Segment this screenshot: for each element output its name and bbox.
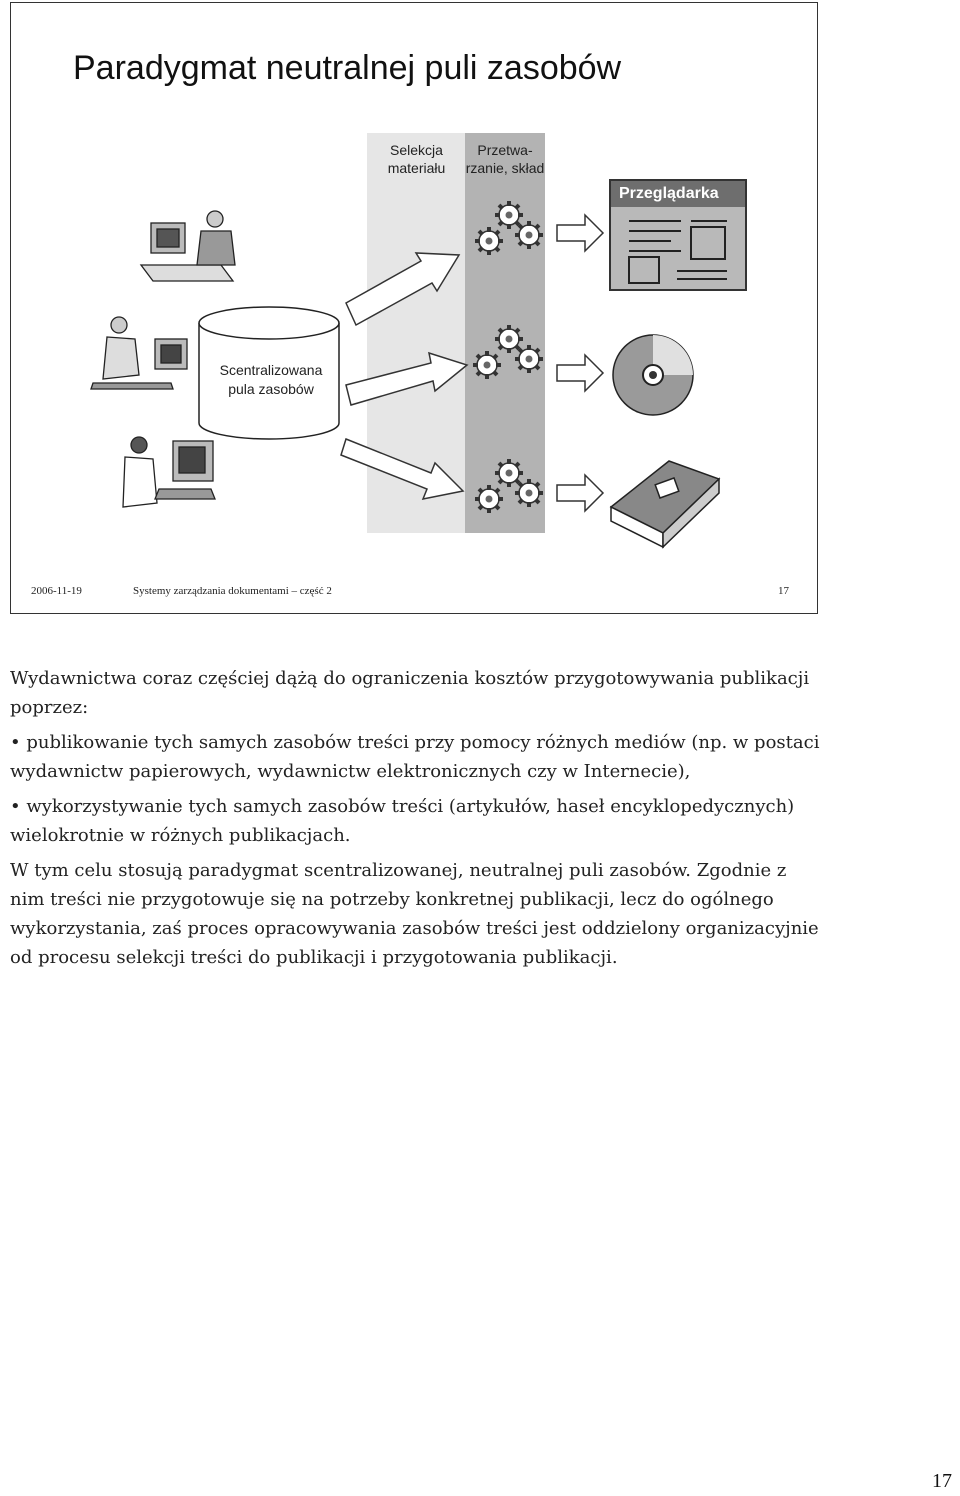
selection-column-label: Selekcja materiału [387,142,446,176]
gear-group-bottom [475,459,543,513]
flow-arrows [341,253,467,499]
processing-column-label: Przetwa-rzanie, skład [465,142,545,176]
gear-group-top [475,201,543,255]
person-computer-icon [91,317,187,389]
footer-course: Systemy zarządzania dokumentami – część 2 [133,585,332,597]
notes [10,664,820,978]
browser-content-icon [611,207,745,289]
notes-intro: Wydawnictwa coraz częściej dążą do ograniczenia kosztów przygotowywania publikacji poprzez: [10,668,810,718]
pool-label: Scentralizowana pula zasobów [219,362,323,397]
browser-window [609,179,747,291]
cd-icon [613,335,693,415]
person-desk-icon [141,211,235,281]
notes-bullet-1: • publikowanie tych samych zasobów treści przy pomocy różnych mediów (np. w postaci wydawnictw papierowych, wydawnictw elektronicznych czy w Internecie), [10,732,820,782]
slide [10,2,818,614]
person-typing-icon [123,437,215,507]
diagram-graphics [11,3,817,613]
slide-title: Paradygmat neutralnej puli zasobów [73,49,622,87]
slide-footer [11,585,817,605]
browser-title: Przeglądarka [611,181,745,207]
notes-conclusion: W tym celu stosują paradygmat scentralizowanej, neutralnej puli zasobów. Zgodnie z nim treści nie przygotowuje się na potrzeby konkretnej publikacji, lecz do ogólnego wykorzystania, zaś proces opracowywania zasobów treści jest oddzielony organizacyjnie od procesu selekcji treści do publikacji i przygotowania publikacji. [10,860,819,968]
output-arrows [557,215,603,511]
notes-bullet-2: • wykorzystywanie tych samych zasobów treści (artykułów, haseł encyklopedycznych) wielokrotnie w różnych publikacjach. [10,796,795,846]
gear-group-middle [473,325,543,379]
footer-slide-number: 17 [778,585,789,597]
page-number: 17 [932,1470,952,1492]
footer-date: 2006-11-19 [31,585,82,597]
book-icon [611,461,719,547]
